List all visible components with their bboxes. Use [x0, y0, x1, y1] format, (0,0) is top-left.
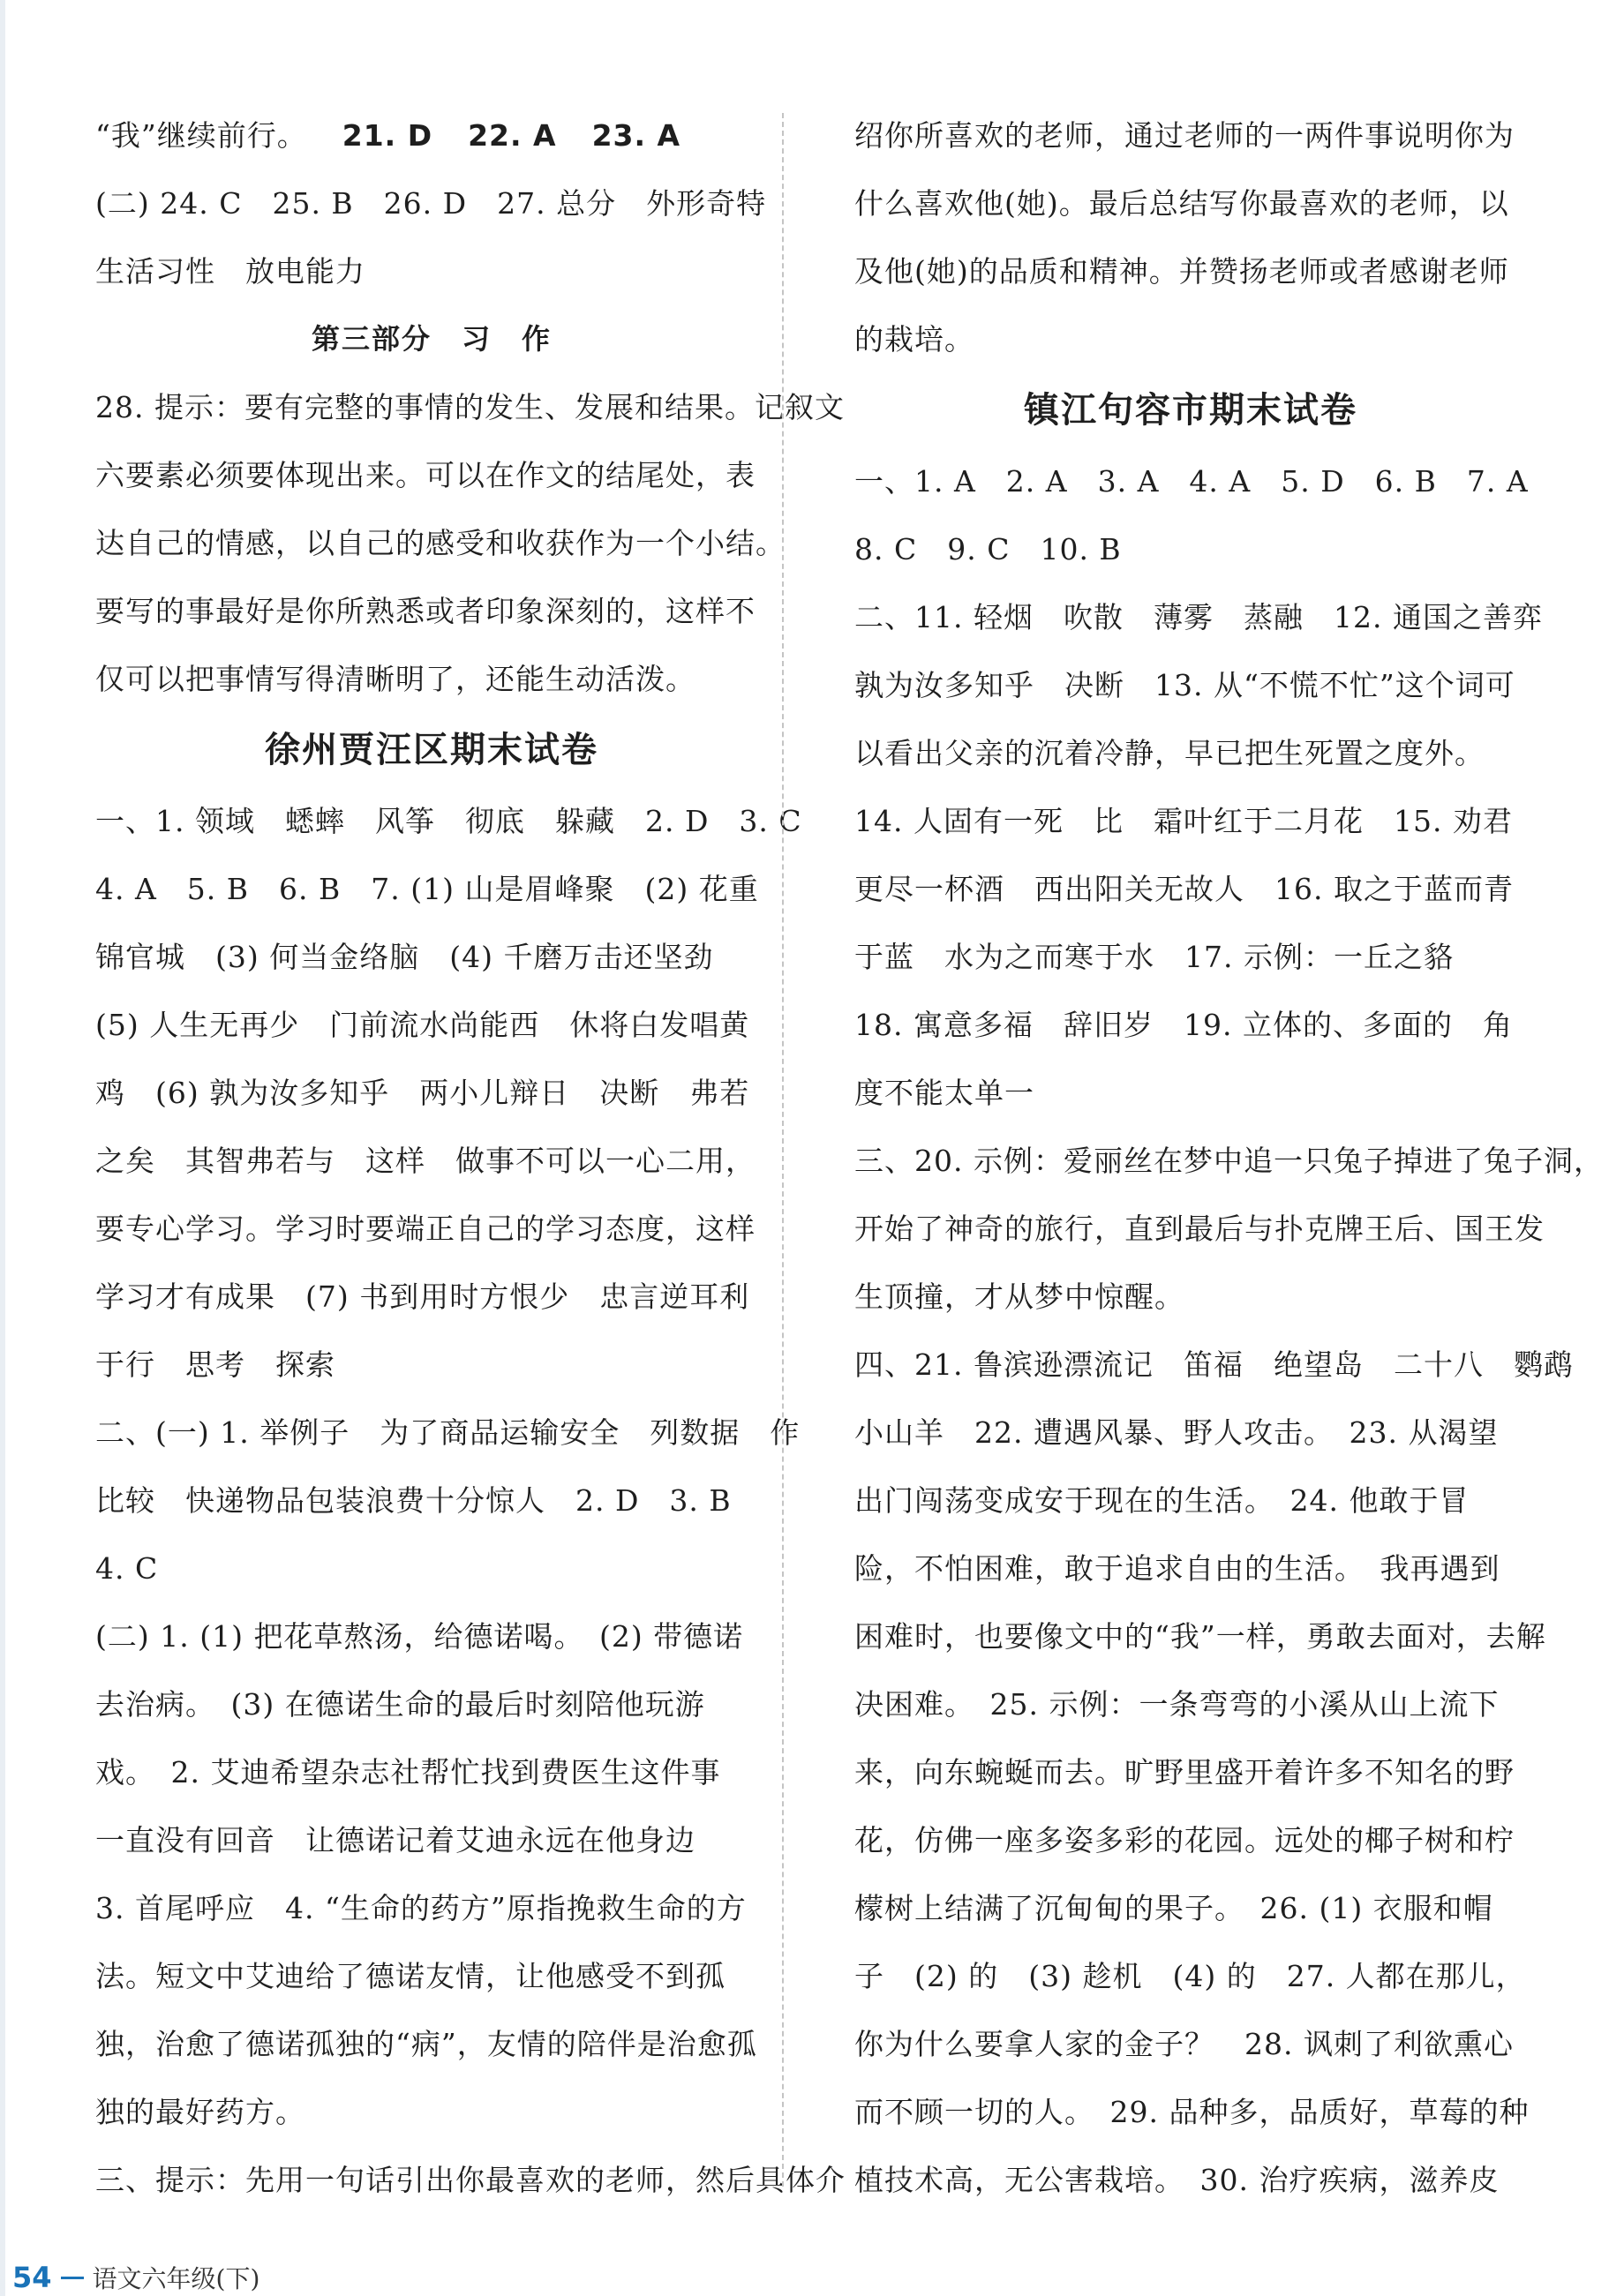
text-line: (5) 人生无再少 门前流水尚能西 休将白发唱黄 — [95, 1008, 750, 1042]
page-number: 54 — [12, 2261, 52, 2294]
text-line: 生活习性 放电能力 — [95, 254, 365, 289]
text-line: 决困难。 25. 示例：一条弯弯的小溪从山上流下 — [854, 1687, 1500, 1722]
text-line: 之矣 其智弗若与 这样 做事不可以一心二用， — [95, 1144, 756, 1178]
text-line: 锦官城 (3) 何当金络脑 (4) 千磨万击还坚劲 — [95, 940, 714, 974]
text-line: 4. A 5. B 6. B 7. (1) 山是眉峰聚 (2) 花重 — [95, 872, 759, 906]
text-line: 开始了神奇的旅行，直到最后与扑克牌王后、国王发 — [854, 1212, 1545, 1246]
text-line: 28. 提示：要有完整的事情的发生、发展和结果。记叙文 — [95, 390, 845, 424]
text-line: 四、21. 鲁滨逊漂流记 笛福 绝望岛 二十八 鹦鹉 — [854, 1347, 1574, 1382]
text-line: 一直没有回音 让德诺记着艾迪永远在他身边 — [95, 1823, 695, 1857]
text-line: 独的最好药方。 — [95, 2095, 305, 2129]
text-line: 来，向东蜿蜒而去。旷野里盛开着许多不知名的野 — [854, 1755, 1515, 1790]
text-line: 什么喜欢他(她)。最后总结写你最喜欢的老师，以 — [854, 186, 1509, 221]
text-line: 生顶撞，才从梦中惊醒。 — [854, 1279, 1184, 1314]
text-line: 仅可以把事情写得清晰明了，还能生动活泼。 — [95, 662, 695, 696]
text-line: 六要素必须要体现出来。可以在作文的结尾处，表 — [95, 458, 756, 492]
right-column — [854, 101, 1604, 2214]
text-line: 要写的事最好是你所熟悉或者印象深刻的，这样不 — [95, 594, 756, 628]
text-line: 以看出父亲的沉着冷静，早已把生死置之度外。 — [854, 736, 1485, 770]
footer-dash — [61, 2277, 84, 2279]
text-line: 的栽培。 — [854, 322, 974, 356]
text-line: 度不能太单一 — [854, 1076, 1034, 1110]
text-line: 法。短文中艾迪给了德诺友情，让他感受不到孤 — [95, 1959, 726, 1993]
text-line: 小山羊 22. 遭遇风暴、野人攻击。 23. 从渴望 — [854, 1415, 1499, 1450]
text-line: 14. 人固有一死 比 霜叶红于二月花 15. 劝君 — [854, 804, 1513, 838]
text-line: 独，治愈了德诺孤独的“病”，友情的陪伴是治愈孤 — [95, 2027, 757, 2061]
exam-title: 徐州贾汪区期末试卷 — [265, 730, 598, 770]
text-line: 达自己的情感，以自己的感受和收获作为一个小结。 — [95, 526, 786, 560]
section-heading: 第三部分 习 作 — [311, 322, 552, 356]
text-line: 孰为汝多知乎 决断 13. 从“不慌不忙”这个词可 — [854, 668, 1515, 702]
exam-title: 镇江句容市期末试卷 — [1024, 390, 1357, 431]
text-line: 学习才有成果 (7) 书到用时方恨少 忠言逆耳利 — [95, 1279, 750, 1314]
text-line: 子 (2) 的 (3) 趁机 (4) 的 27. 人都在那儿， — [854, 1959, 1526, 1993]
text-line: (二) 1. (1) 把花草熬汤，给德诺喝。 (2) 带德诺 — [95, 1619, 744, 1654]
text-line: 于蓝 水为之而寒于水 17. 示例：一丘之貉 — [854, 940, 1454, 974]
text-line: 花，仿佛一座多姿多彩的花园。远处的椰子树和柠 — [854, 1823, 1515, 1857]
text-line: 植技术高，无公害栽培。 30. 治疗疾病，滋养皮 — [854, 2163, 1500, 2197]
text-line: 一、1. A 2. A 3. A 4. A 5. D 6. B 7. A — [854, 464, 1529, 499]
text-line: 而不顾一切的人。 29. 品种多，品质好，草莓的种 — [854, 2095, 1530, 2129]
text-line: 于行 思考 探索 — [95, 1347, 335, 1382]
page-edge-strip — [0, 0, 5, 2296]
text-line: 绍你所喜欢的老师，通过老师的一两件事说明你为 — [854, 118, 1515, 153]
left-column — [95, 101, 846, 2214]
subject-label: 语文六年级(下) — [92, 2264, 260, 2293]
column-divider — [782, 113, 784, 2187]
text-line: 二、(一) 1. 举例子 为了商品运输安全 列数据 作 — [95, 1415, 801, 1450]
text-line: 18. 寓意多福 辞旧岁 19. 立体的、多面的 角 — [854, 1008, 1513, 1042]
page-footer — [0, 2259, 259, 2296]
text-line: 一、1. 领域 蟋蟀 风筝 彻底 躲藏 2. D 3. C — [95, 804, 802, 838]
text-line: 三、20. 示例：爱丽丝在梦中追一只兔子掉进了兔子洞， — [854, 1144, 1604, 1178]
text-line: 你为什么要拿人家的金子？ 28. 讽刺了利欲熏心 — [854, 2027, 1514, 2061]
text-line: 三、提示：先用一句话引出你最喜欢的老师，然后具体介 — [95, 2163, 846, 2197]
text-line: 3. 首尾呼应 4. “生命的药方”原指挽救生命的方 — [95, 1891, 747, 1925]
text-line: 鸡 (6) 孰为汝多知乎 两小儿辩日 决断 弗若 — [95, 1076, 750, 1110]
text-line: 二、11. 轻烟 吹散 薄雾 蒸融 12. 通国之善弈 — [854, 600, 1543, 634]
text-line: 戏。 2. 艾迪希望杂志社帮忙找到费医生这件事 — [95, 1755, 721, 1790]
text-line: 及他(她)的品质和精神。并赞扬老师或者感谢老师 — [854, 254, 1509, 289]
text-line: 出门闯荡变成安于现在的生活。 24. 他敢于冒 — [854, 1483, 1470, 1518]
text-line: 去治病。 (3) 在德诺生命的最后时刻陪他玩游 — [95, 1687, 705, 1722]
text-line: 檬树上结满了沉甸甸的果子。 26. (1) 衣服和帽 — [854, 1891, 1493, 1925]
text-line: 险，不怕困难，敢于追求自由的生活。 我再遇到 — [854, 1551, 1500, 1586]
text-line: 4. C — [95, 1551, 159, 1586]
text-line: 困难时，也要像文中的“我”一样，勇敢去面对，去解 — [854, 1619, 1546, 1654]
text-line: (二) 24. C 25. B 26. D 27. 总分 外形奇特 — [95, 186, 767, 221]
text-line: 要专心学习。学习时要端正自己的学习态度，这样 — [95, 1212, 756, 1246]
text-line: 更尽一杯酒 西出阳关无故人 16. 取之于蓝而青 — [854, 872, 1514, 906]
text-line: “我”继续前行。 21. D 22. A 23. A — [95, 118, 681, 153]
text-line: 8. C 9. C 10. B — [854, 532, 1122, 566]
text-line: 比较 快递物品包装浪费十分惊人 2. D 3. B — [95, 1483, 732, 1518]
